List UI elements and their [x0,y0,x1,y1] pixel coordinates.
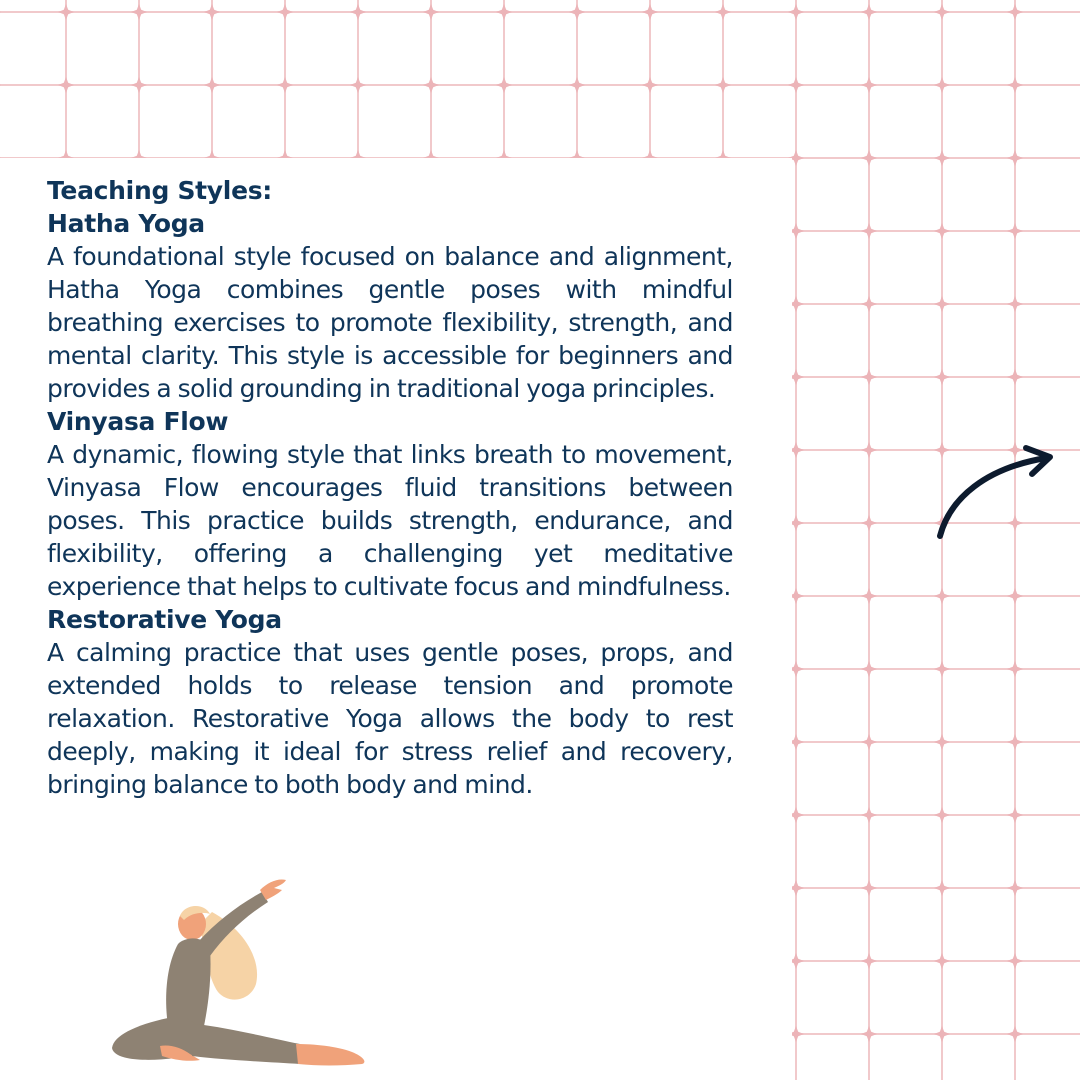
yoga-pose-figure [100,868,390,1078]
grid-sparkle [934,588,950,604]
grid-sparkle [277,77,293,93]
grid-sparkle [861,734,877,750]
grid-sparkle [642,4,658,20]
grid-sparkle [861,442,877,458]
grid-sparkle [58,77,74,93]
grid-sparkle [934,1026,950,1042]
style-description-restorative: A calming practice that uses gentle poses, props, and extended holds to release tension and promote relaxation. Restorative Yoga allows the body to rest deeply, making it ideal for stress relief and recovery, bringing balance to both body and mind. [47,638,733,799]
grid-sparkle [934,880,950,896]
grid-sparkle [277,4,293,20]
style-description-vinyasa: A dynamic, flowing style that links breath to movement, Vinyasa Flow encourages fluid transitions between poses. This practice builds strength, endurance, and flexibility, offering a challenging yet meditative experience that helps to cultivate focus and mindfulness. [47,440,733,601]
figure-torso [166,938,210,1026]
grid-sparkle [496,4,512,20]
grid-sparkle [350,4,366,20]
grid-sparkle [1007,296,1023,312]
grid-sparkle [861,880,877,896]
grid-sparkle [1007,150,1023,166]
grid-sparkle [861,807,877,823]
grid-sparkle [934,77,950,93]
style-title-restorative: Restorative Yoga [47,605,282,634]
grid-sparkle [1007,734,1023,750]
grid-sparkle [934,807,950,823]
grid-sparkle [1007,661,1023,677]
style-title-vinyasa: Vinyasa Flow [47,407,229,436]
grid-sparkle [131,77,147,93]
grid-sparkle [569,77,585,93]
grid-sparkle [861,4,877,20]
grid-sparkle [1007,77,1023,93]
section-title: Teaching Styles: [47,176,272,205]
grid-sparkle [715,4,731,20]
grid-sparkle [423,4,439,20]
grid-sparkle [1007,953,1023,969]
grid-sparkle [1007,807,1023,823]
grid-sparkle [934,661,950,677]
grid-sparkle [934,369,950,385]
figure-back-foot [296,1044,364,1066]
grid-sparkle [861,296,877,312]
grid-sparkle [715,77,731,93]
figure-back-leg [192,1024,300,1064]
grid-sparkle [1007,369,1023,385]
text-block [47,174,733,801]
grid-sparkle [350,77,366,93]
grid-sparkle [788,4,804,20]
grid-sparkle [861,223,877,239]
grid-sparkle [861,369,877,385]
grid-sparkle [861,150,877,166]
grid-sparkle [861,661,877,677]
grid-sparkle [496,77,512,93]
grid-sparkle [861,1026,877,1042]
grid-sparkle [204,4,220,20]
grid-sparkle [131,4,147,20]
style-description-hatha: A foundational style focused on balance and alignment, Hatha Yoga combines gentle poses with mindful breathing exercises to promote flexibility, strength, and mental clarity. This style is accessible for beginners and provides a solid grounding in traditional yoga principles. [47,242,733,403]
grid-sparkle [423,77,439,93]
grid-sparkle [1007,1026,1023,1042]
grid-sparkle [861,588,877,604]
grid-sparkle [204,77,220,93]
curved-arrow-right-icon [928,440,1064,548]
grid-sparkle [934,223,950,239]
style-title-hatha: Hatha Yoga [47,209,205,238]
grid-sparkle [788,77,804,93]
grid-sparkle [1007,4,1023,20]
grid-sparkle [934,296,950,312]
grid-sparkle [569,4,585,20]
grid-sparkle [934,734,950,750]
grid-sparkle [934,953,950,969]
grid-sparkle [1007,223,1023,239]
grid-sparkle [861,77,877,93]
grid-sparkle [1007,880,1023,896]
grid-sparkle [934,150,950,166]
grid-sparkle [0,77,1,93]
grid-sparkle [861,515,877,531]
grid-sparkle [1007,588,1023,604]
grid-sparkle [861,953,877,969]
grid-sparkle [642,77,658,93]
grid-sparkle [0,4,1,20]
grid-sparkle [934,4,950,20]
grid-sparkle [58,4,74,20]
